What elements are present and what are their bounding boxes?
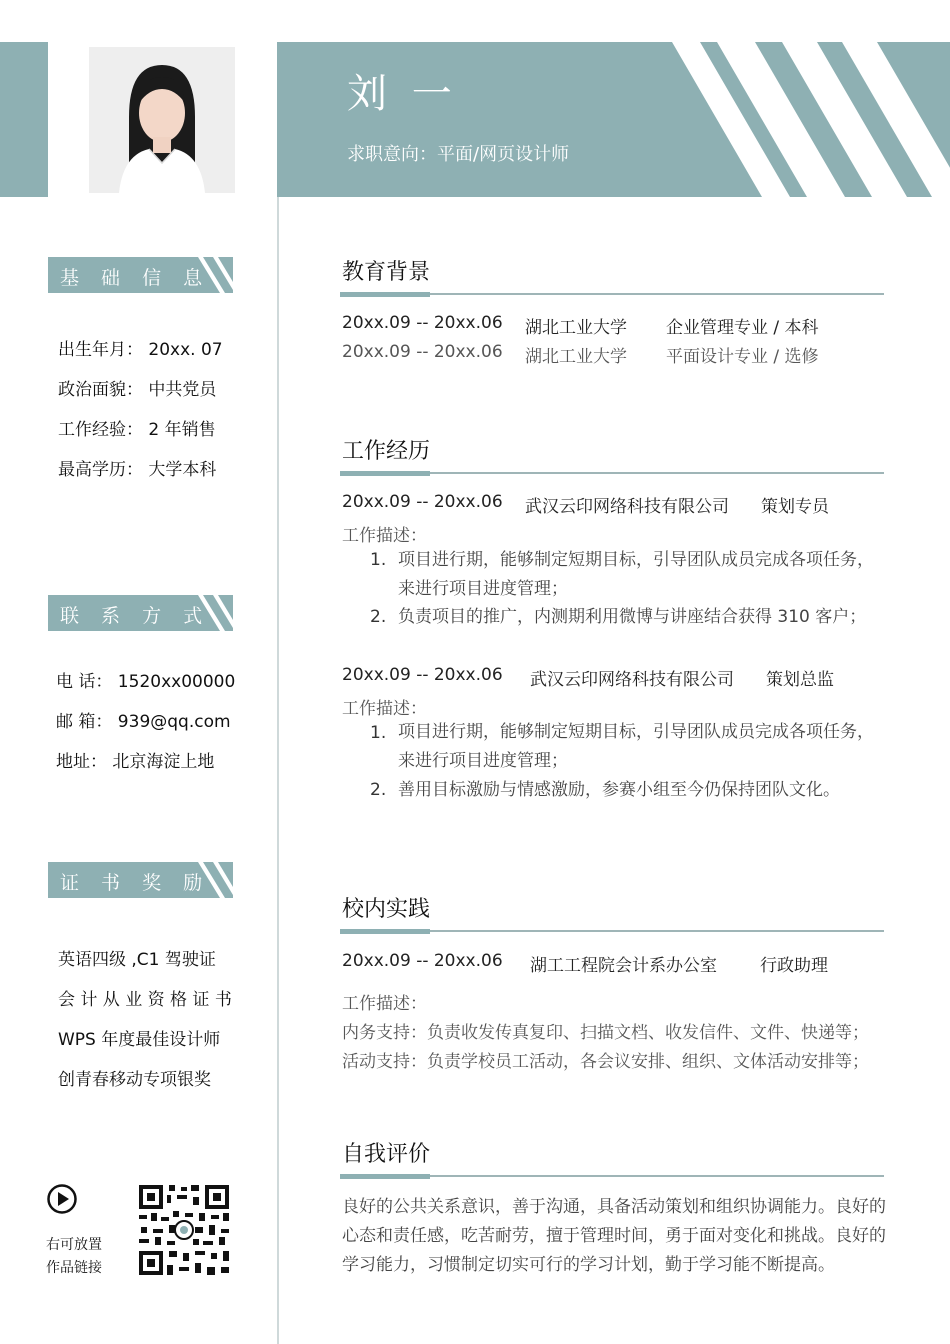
self-eval-accent — [340, 1174, 430, 1179]
practice-line: 活动支持：负责学校员工活动，各会议安排、组织、文体活动安排等； — [342, 1052, 869, 1072]
work-accent — [340, 471, 430, 476]
basic-info-item: 最高学历： 大学本科 — [58, 460, 217, 480]
contact-address: 地址： 北京海淀上地 — [56, 752, 215, 772]
job-item-number: 2. — [370, 607, 387, 627]
job-item-number: 1. — [370, 550, 387, 570]
self-eval-text: 良好的公共关系意识，善于沟通，具备活动策划和组织协调能力。良好的心态和责任感，吃苦耐劳，擅于管理时间，勇于面对变化和挑战。良好的学习能力，习惯制定切实可行的学习计划，勤于学习能不断提高。 — [342, 1197, 886, 1275]
media-caption-2: 作品链接 — [46, 1260, 102, 1276]
job-dates: 20xx.09 -- 20xx.06 — [342, 492, 503, 512]
practice-line: 内务支持：负责收发传真复印、扫描文档、收发信件、文件、快递等； — [342, 1023, 869, 1043]
award-item: 英语四级 ,C1 驾驶证 — [58, 950, 216, 970]
job-item-text: 项目进行期，能够制定短期目标，引导团队成员完成各项任务，来进行项目进度管理； — [398, 722, 874, 771]
job-item-number: 2. — [370, 780, 387, 800]
job-intent: 求职意向：平面/网页设计师 — [347, 144, 570, 165]
profile-photo — [89, 47, 235, 193]
qr-code-icon[interactable] — [137, 1183, 231, 1277]
self-eval-title: 自我评价 — [342, 1142, 431, 1167]
left-header-bar — [0, 42, 48, 197]
contact-title: 联 系 方 式 — [60, 605, 211, 627]
contact-header — [48, 595, 233, 631]
job-item-text: 负责项目的推广，内测期利用微博与讲座结合获得 310 客户； — [398, 607, 867, 627]
job-item-text: 善用目标激励与情感激励，参赛小组至今仍保持团队文化。 — [398, 780, 840, 800]
media-caption-1: 右可放置 — [46, 1237, 102, 1253]
work-title: 工作经历 — [342, 439, 431, 464]
contact-phone: 电 话： 1520xx00000 — [56, 672, 236, 692]
practice-accent — [340, 929, 430, 934]
edu-dates: 20xx.09 -- 20xx.06 — [342, 342, 503, 362]
basic-info-item: 工作经验： 2 年销售 — [58, 420, 216, 440]
play-icon[interactable] — [46, 1183, 78, 1215]
practice-title: 校内实践 — [342, 897, 431, 922]
job-role: 策划专员 — [761, 497, 829, 517]
awards-header — [48, 862, 233, 898]
basic-info-title: 基 础 信 息 — [60, 267, 211, 289]
award-item: 会 计 从 业 资 格 证 书 — [58, 990, 232, 1010]
job-company: 武汉云印网络科技有限公司 — [525, 497, 729, 517]
award-item: WPS 年度最佳设计师 — [58, 1030, 221, 1050]
education-accent — [340, 292, 430, 297]
edu-school: 湖北工业大学 — [525, 347, 627, 367]
job-item-text: 项目进行期，能够制定短期目标，引导团队成员完成各项任务，来进行项目进度管理； — [398, 550, 874, 599]
practice-role: 行政助理 — [760, 956, 828, 976]
job-role: 策划总监 — [766, 670, 834, 690]
job-item-number: 1. — [370, 723, 387, 743]
job-desc-label: 工作描述： — [342, 699, 427, 719]
candidate-name: 刘 一 — [347, 71, 458, 117]
job-desc-label: 工作描述： — [342, 526, 427, 546]
practice-org: 湖工工程院会计系办公室 — [530, 956, 717, 976]
contact-email[interactable]: 邮 箱： 939@qq.com — [56, 712, 231, 732]
edu-dates: 20xx.09 -- 20xx.06 — [342, 313, 503, 333]
basic-info-item: 政治面貌： 中共党员 — [58, 380, 217, 400]
practice-dates: 20xx.09 -- 20xx.06 — [342, 951, 503, 971]
awards-title: 证 书 奖 励 — [60, 872, 211, 894]
award-item: 创青春移动专项银奖 — [58, 1070, 211, 1090]
education-title: 教育背景 — [342, 260, 431, 285]
basic-info-item: 出生年月： 20xx. 07 — [58, 340, 223, 360]
edu-major: 平面设计专业 / 选修 — [666, 347, 819, 367]
job-company: 武汉云印网络科技有限公司 — [530, 670, 734, 690]
basic-info-header — [48, 257, 233, 293]
edu-major: 企业管理专业 / 本科 — [666, 318, 819, 338]
edu-school: 湖北工业大学 — [525, 318, 627, 338]
job-dates: 20xx.09 -- 20xx.06 — [342, 665, 503, 685]
column-divider — [277, 197, 279, 1344]
practice-desc-label: 工作描述： — [342, 994, 427, 1014]
